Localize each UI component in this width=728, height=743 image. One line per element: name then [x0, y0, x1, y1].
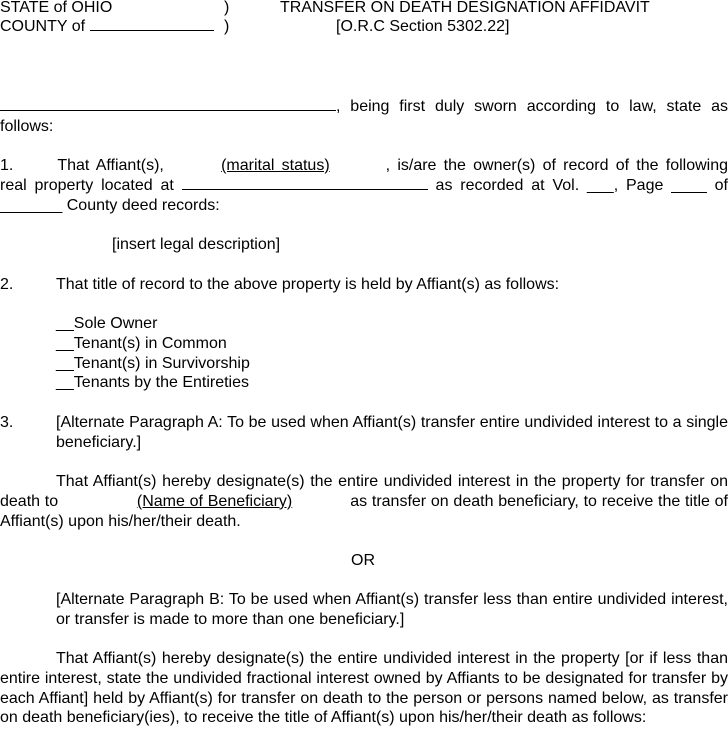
document-title: TRANSFER ON DEATH DESIGNATION AFFIDAVIT: [280, 0, 650, 16]
paragraph-b-body: That Affiant(s) hereby designate(s) the entire undivided interest in the property [or if less than entire interest, state the undivided fractional interest owned by Affiants to be designated for transfer by each Affiant] held by Affiant(s) for transfer on death to the person or persons named below, as transfer on death beneficiary(ies), to receive the title of Affiant(s) upon his/her/their death as follows:: [0, 650, 728, 727]
marital-status-hint: (marital status): [221, 157, 330, 174]
paragraph-1-text: [0, 156, 728, 215]
county-label: COUNTY of: [0, 18, 86, 35]
paragraph-3-number: 3.: [0, 414, 14, 431]
ownership-option-common[interactable]: __Tenant(s) in Common: [56, 335, 227, 352]
ownership-option-survivorship[interactable]: __Tenant(s) in Survivorship: [56, 355, 250, 372]
paragraph-1-rest-2: as recorded at Vol. ___, Page ____ of _______ County deed records:: [0, 176, 728, 214]
paragraph-2-number: 2.: [0, 276, 14, 293]
intro-text: , being first duly sworn according to law, state as follows:: [0, 98, 728, 135]
or-separator: OR: [351, 552, 375, 569]
marital-status-field[interactable]: [171, 157, 386, 174]
property-location-blank[interactable]: [182, 176, 428, 190]
paragraph-a-body-1: That Affiant(s) hereby designate(s) the entire undivided interest in the property for transfer on death to: [0, 473, 728, 510]
paragraph-1-rest-1: , is/are the owner(s) of record of the following real property located at: [0, 157, 728, 194]
statute-reference: [O.R.C Section 5302.22]: [336, 18, 510, 35]
paragraph-a-body-2: as transfer on death beneficiary, to receive the title of Affiant(s) upon his/her/their death.: [0, 492, 728, 530]
affiant-name-blank[interactable]: [0, 97, 336, 111]
paragraph-1-lead: That Affiant(s),: [57, 157, 172, 174]
beneficiary-hint: (Name of Beneficiary): [136, 492, 293, 510]
header-paren-1: ): [224, 0, 230, 16]
alternate-paragraph-a-note: [Alternate Paragraph A: To be used when Affiant(s) transfer entire undivided interest to a single beneficiary.]: [56, 414, 728, 451]
county-blank[interactable]: [90, 17, 214, 31]
intro-paragraph: [0, 97, 728, 137]
beneficiary-name-field[interactable]: [63, 493, 350, 510]
alternate-paragraph-b-note: [Alternate Paragraph B: To be used when Affiant(s) transfer less than entire undivided interest, or transfer is made to more than one beneficiary.]: [56, 591, 728, 628]
paragraph-2-text: That title of record to the above property is held by Affiant(s) as follows:: [56, 276, 560, 293]
paragraph-1-number: 1.: [0, 157, 14, 174]
legal-description-placeholder: [insert legal description]: [112, 236, 281, 253]
county-line: [0, 17, 214, 37]
paragraph-a-body: [0, 472, 728, 531]
state-label: STATE of OHIO: [0, 0, 113, 16]
paragraph-1: [0, 156, 728, 215]
header-paren-2: ): [224, 18, 230, 35]
ownership-option-entireties[interactable]: __Tenants by the Entireties: [56, 374, 250, 391]
ownership-option-sole[interactable]: __Sole Owner: [56, 315, 158, 332]
